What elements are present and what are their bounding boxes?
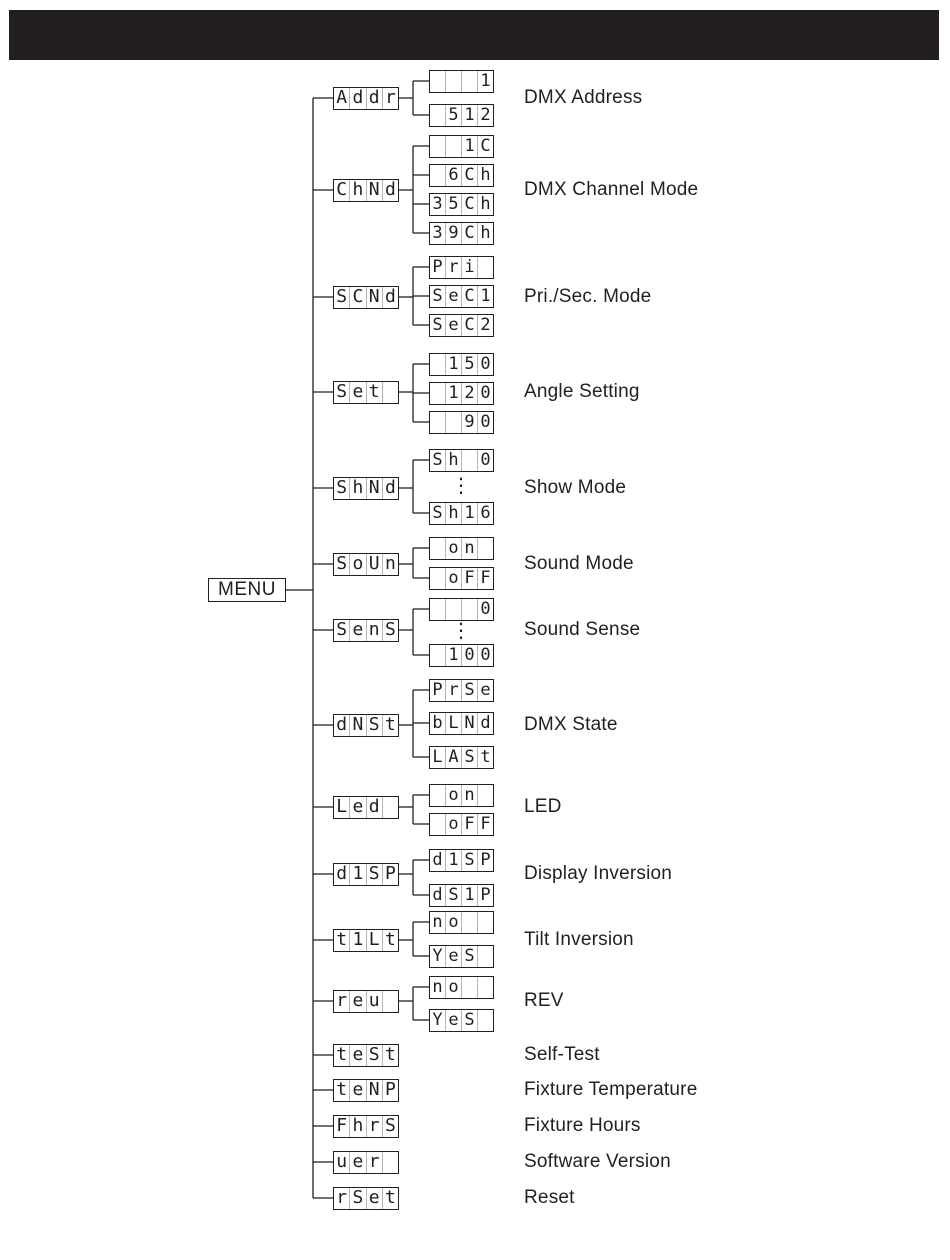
lcd-digit (382, 382, 398, 403)
lcd-digit: h (477, 223, 493, 244)
menu-code-display (333, 1044, 399, 1067)
menu-root-box: MENU (208, 578, 286, 602)
menu-description: Tilt Inversion (524, 929, 634, 950)
lcd-digit: S (336, 619, 348, 640)
lcd-digit: U (366, 554, 382, 575)
lcd-digit: C (477, 136, 493, 157)
option-value-display (429, 679, 494, 702)
lcd-digit: u (366, 991, 382, 1012)
lcd-digit: C (461, 315, 477, 336)
menu-code-display (333, 1151, 399, 1174)
lcd-digit (461, 599, 477, 620)
lcd-digit: S (432, 285, 443, 306)
lcd-digit: S (461, 747, 477, 768)
lcd-digit: o (445, 912, 461, 933)
lcd-digit: o (349, 554, 365, 575)
lcd-digit: o (445, 568, 461, 589)
lcd-digit: t (336, 929, 348, 950)
lcd-digit: C (336, 179, 348, 200)
lcd-digit: 1 (445, 850, 461, 871)
lcd-digit: C (461, 286, 477, 307)
lcd-digit: r (336, 990, 348, 1011)
lcd-digit (461, 450, 477, 471)
lcd-digit: C (461, 165, 477, 186)
lcd-digit (461, 912, 477, 933)
lcd-digit: t (382, 715, 398, 736)
lcd-digit: F (461, 568, 477, 589)
menu-code-display (333, 990, 399, 1013)
lcd-digit: Y (432, 945, 443, 966)
lcd-digit: N (349, 715, 365, 736)
lcd-digit: F (336, 1115, 348, 1136)
ellipsis-indicator: ⋮ (451, 620, 471, 642)
lcd-digit: e (349, 1045, 365, 1066)
lcd-digit: L (445, 713, 461, 734)
option-value-display (429, 449, 494, 472)
lcd-digit: d (366, 88, 382, 109)
option-value-display (429, 884, 494, 907)
lcd-digit: A (336, 87, 348, 108)
lcd-digit (430, 383, 445, 404)
lcd-digit (477, 257, 493, 278)
option-value-display (429, 502, 494, 525)
lcd-digit: S (382, 620, 398, 641)
lcd-digit (477, 538, 493, 559)
lcd-digit: 1 (445, 354, 461, 375)
menu-description: Fixture Hours (524, 1115, 641, 1136)
lcd-digit: n (432, 976, 443, 997)
lcd-digit (430, 568, 445, 589)
lcd-digit: n (382, 554, 398, 575)
lcd-digit: 5 (461, 354, 477, 375)
lcd-digit: 1 (349, 930, 365, 951)
lcd-digit: S (336, 381, 348, 402)
lcd-digit: S (461, 946, 477, 967)
lcd-digit: e (349, 991, 365, 1012)
lcd-digit (430, 538, 445, 559)
lcd-digit: 1 (445, 383, 461, 404)
lcd-digit: e (445, 286, 461, 307)
lcd-digit: 0 (477, 450, 493, 471)
lcd-digit: t (336, 1079, 348, 1100)
lcd-digit: 0 (477, 354, 493, 375)
lcd-digit: d (382, 180, 398, 201)
lcd-digit: 0 (477, 645, 493, 666)
menu-code-display (333, 863, 399, 886)
lcd-digit: 9 (445, 223, 461, 244)
lcd-digit: i (461, 257, 477, 278)
lcd-digit: S (432, 314, 443, 335)
lcd-digit: L (366, 930, 382, 951)
lcd-digit: h (349, 478, 365, 499)
lcd-digit: t (477, 747, 493, 768)
lcd-digit: o (445, 977, 461, 998)
lcd-digit: 0 (477, 383, 493, 404)
lcd-digit: 9 (461, 412, 477, 433)
lcd-digit: d (349, 88, 365, 109)
lcd-digit: S (461, 850, 477, 871)
lcd-digit: r (445, 680, 461, 701)
lcd-digit: 3 (432, 222, 443, 243)
lcd-digit: S (336, 553, 348, 574)
lcd-digit: e (445, 315, 461, 336)
lcd-digit: 1 (349, 864, 365, 885)
option-value-display (429, 537, 494, 560)
menu-description: Display Inversion (524, 863, 673, 884)
option-value-display (429, 784, 494, 807)
lcd-digit: h (477, 165, 493, 186)
option-value-display (429, 712, 494, 735)
lcd-digit: e (349, 1080, 365, 1101)
lcd-digit: u (336, 1151, 348, 1172)
lcd-digit: r (336, 1187, 348, 1208)
lcd-digit: N (366, 180, 382, 201)
lcd-digit: F (477, 568, 493, 589)
lcd-digit: C (461, 223, 477, 244)
menu-description: DMX State (524, 714, 618, 735)
lcd-digit: e (349, 620, 365, 641)
menu-description: Fixture Temperature (524, 1079, 698, 1100)
option-value-display (429, 135, 494, 158)
lcd-digit: e (445, 946, 461, 967)
lcd-digit: 1 (445, 645, 461, 666)
lcd-digit: S (366, 715, 382, 736)
lcd-digit: r (445, 257, 461, 278)
lcd-digit (445, 136, 461, 157)
lcd-digit: N (366, 478, 382, 499)
option-value-display (429, 1009, 494, 1032)
menu-code-display (333, 619, 399, 642)
lcd-digit (477, 785, 493, 806)
lcd-digit (430, 814, 445, 835)
menu-code-display (333, 1115, 399, 1138)
lcd-digit: t (336, 1044, 348, 1065)
option-value-display (429, 598, 494, 621)
lcd-digit: h (477, 194, 493, 215)
lcd-digit: F (477, 814, 493, 835)
lcd-digit: S (349, 1188, 365, 1209)
option-value-display (429, 976, 494, 999)
menu-code-display (333, 179, 399, 202)
lcd-digit: d (336, 863, 348, 884)
lcd-digit: L (336, 796, 348, 817)
lcd-digit: P (477, 885, 493, 906)
option-value-display (429, 411, 494, 434)
option-value-display (429, 644, 494, 667)
option-value-display (429, 945, 494, 968)
lcd-digit: S (461, 680, 477, 701)
lcd-digit: d (382, 478, 398, 499)
lcd-digit (445, 412, 461, 433)
lcd-digit: d (432, 884, 443, 905)
lcd-digit: 1 (477, 71, 493, 92)
menu-description: Sound Sense (524, 619, 641, 640)
menu-description: LED (524, 796, 562, 817)
lcd-digit (430, 354, 445, 375)
lcd-digit (461, 71, 477, 92)
option-value-display (429, 911, 494, 934)
lcd-digit (477, 912, 493, 933)
menu-description: Pri./Sec. Mode (524, 286, 652, 307)
lcd-digit: C (349, 287, 365, 308)
lcd-digit: S (336, 477, 348, 498)
lcd-digit: n (432, 911, 443, 932)
menu-description: Self-Test (524, 1044, 600, 1065)
lcd-digit: b (432, 712, 443, 733)
lcd-digit: h (349, 180, 365, 201)
menu-description: REV (524, 990, 564, 1011)
menu-code-display (333, 796, 399, 819)
menu-description: DMX Address (524, 87, 643, 108)
option-value-display (429, 849, 494, 872)
menu-code-display (333, 929, 399, 952)
lcd-digit: P (432, 256, 443, 277)
lcd-digit: h (349, 1116, 365, 1137)
lcd-digit: 5 (445, 194, 461, 215)
lcd-digit: P (432, 679, 443, 700)
lcd-digit (430, 785, 445, 806)
lcd-digit: 5 (445, 105, 461, 126)
option-value-display (429, 222, 494, 245)
menu-code-display (333, 714, 399, 737)
lcd-digit: N (366, 1080, 382, 1101)
menu-description: Sound Mode (524, 553, 634, 574)
lcd-digit (430, 105, 445, 126)
lcd-digit (477, 1010, 493, 1031)
lcd-digit (430, 599, 445, 620)
option-value-display (429, 813, 494, 836)
lcd-digit: r (366, 1116, 382, 1137)
lcd-digit: 6 (477, 503, 493, 524)
lcd-digit: S (366, 864, 382, 885)
lcd-digit: d (477, 713, 493, 734)
lcd-digit: N (366, 287, 382, 308)
lcd-digit (461, 977, 477, 998)
lcd-digit: d (432, 849, 443, 870)
lcd-digit: S (445, 885, 461, 906)
lcd-digit: t (382, 930, 398, 951)
lcd-digit (382, 1152, 398, 1173)
lcd-digit: e (349, 382, 365, 403)
option-value-display (429, 314, 494, 337)
option-value-display (429, 164, 494, 187)
ellipsis-indicator: ⋮ (451, 475, 471, 497)
menu-description: Angle Setting (524, 381, 640, 402)
lcd-digit: Y (432, 1009, 443, 1030)
lcd-digit: P (477, 850, 493, 871)
option-value-display (429, 353, 494, 376)
lcd-digit: e (445, 1010, 461, 1031)
lcd-digit (445, 599, 461, 620)
lcd-digit (382, 797, 398, 818)
lcd-digit: C (461, 194, 477, 215)
menu-code-display (333, 1187, 399, 1210)
lcd-digit: d (366, 797, 382, 818)
lcd-digit: r (366, 1152, 382, 1173)
lcd-digit: o (445, 538, 461, 559)
lcd-digit: N (461, 713, 477, 734)
lcd-digit: t (382, 1045, 398, 1066)
lcd-digit: S (336, 286, 348, 307)
lcd-digit: 1 (461, 105, 477, 126)
lcd-digit: d (382, 287, 398, 308)
lcd-digit (430, 645, 445, 666)
lcd-digit: A (445, 747, 461, 768)
lcd-digit (430, 412, 445, 433)
lcd-digit: 2 (477, 315, 493, 336)
menu-code-display (333, 381, 399, 404)
option-value-display (429, 382, 494, 405)
lcd-digit: e (349, 1152, 365, 1173)
lcd-digit: 0 (461, 645, 477, 666)
lcd-digit: F (461, 814, 477, 835)
menu-description: DMX Channel Mode (524, 179, 699, 200)
lcd-digit: 1 (461, 136, 477, 157)
menu-description: Show Mode (524, 477, 627, 498)
option-value-display (429, 70, 494, 93)
lcd-digit: L (432, 746, 443, 767)
lcd-digit: o (445, 814, 461, 835)
lcd-digit: S (432, 502, 443, 523)
lcd-digit: o (445, 785, 461, 806)
lcd-digit: h (445, 450, 461, 471)
lcd-digit: 3 (432, 193, 443, 214)
lcd-digit: S (366, 1045, 382, 1066)
lcd-digit: t (366, 382, 382, 403)
option-value-display (429, 567, 494, 590)
lcd-digit: n (366, 620, 382, 641)
menu-code-display (333, 1079, 399, 1102)
menu-code-display (333, 87, 399, 110)
option-value-display (429, 746, 494, 769)
lcd-digit: n (461, 785, 477, 806)
menu-code-display (333, 553, 399, 576)
lcd-digit (445, 71, 461, 92)
option-value-display (429, 285, 494, 308)
lcd-digit: 1 (461, 503, 477, 524)
menu-code-display (333, 477, 399, 500)
lcd-digit: S (382, 1116, 398, 1137)
lcd-digit (382, 991, 398, 1012)
lcd-digit: e (366, 1188, 382, 1209)
lcd-digit (430, 165, 445, 186)
lcd-digit: d (336, 714, 348, 735)
lcd-digit: n (461, 538, 477, 559)
lcd-digit: P (382, 864, 398, 885)
lcd-digit: S (461, 1010, 477, 1031)
lcd-digit: 0 (477, 412, 493, 433)
option-value-display (429, 256, 494, 279)
menu-description: Software Version (524, 1151, 671, 1172)
lcd-digit: 0 (477, 599, 493, 620)
lcd-digit (430, 71, 445, 92)
lcd-digit (477, 946, 493, 967)
lcd-digit: 2 (477, 105, 493, 126)
lcd-digit: 1 (477, 286, 493, 307)
lcd-digit: t (382, 1188, 398, 1209)
menu-code-display (333, 286, 399, 309)
lcd-digit: P (382, 1080, 398, 1101)
lcd-digit: 6 (445, 165, 461, 186)
lcd-digit: e (349, 797, 365, 818)
menu-description: Reset (524, 1187, 575, 1208)
lcd-digit: 2 (461, 383, 477, 404)
lcd-digit: S (432, 449, 443, 470)
lcd-digit (477, 977, 493, 998)
lcd-digit: e (477, 680, 493, 701)
lcd-digit: h (445, 503, 461, 524)
lcd-digit (430, 136, 445, 157)
option-value-display (429, 104, 494, 127)
lcd-digit: r (382, 88, 398, 109)
option-value-display (429, 193, 494, 216)
lcd-digit: 1 (461, 885, 477, 906)
